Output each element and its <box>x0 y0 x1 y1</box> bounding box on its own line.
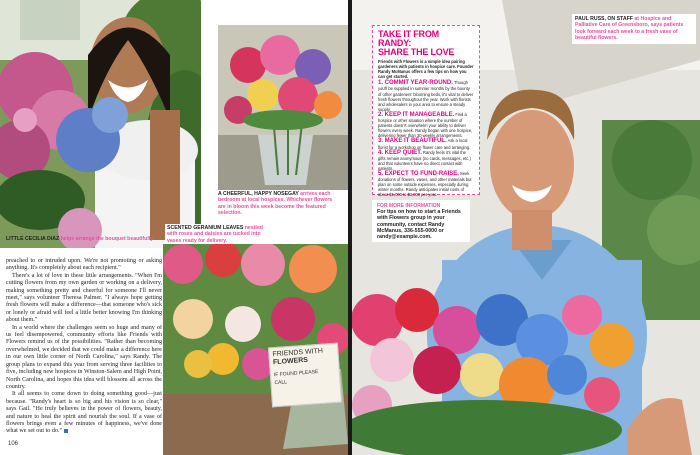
tip-title: 5. EXPECT TO FUND-RAISE. <box>378 170 459 177</box>
nosegay-photo <box>205 0 348 222</box>
girl-caption-name: LITTLE CECILIA DIAZ <box>6 236 60 242</box>
tip-text: Though you'll be supplied in summer months by the bounty of other gardeners' blooming beds, it's vital to deliver fresh flowers throughout the year. Work with florists and wholesalers in your area to ensure a steady supply. <box>378 80 474 112</box>
tip-title: 2. KEEP IT MANAGEABLE. <box>378 111 455 118</box>
staff-caption <box>572 14 696 44</box>
tip-title: 1. COMMIT YEAR-ROUND. <box>378 80 453 87</box>
tip-text: Find a hospice or other situation where the number of patients doesn't overwhelm your ability to deliver flowers every week. Randy began with one hospice, delivering fewer than 30 weekly arrangements. <box>378 111 473 139</box>
tip-title: 4. KEEP QUIET. <box>378 149 422 156</box>
staff-caption-name: PAUL RUSS, ON STAFF <box>575 16 633 22</box>
article-paragraph: In a world where the challenges seem so huge and many of us feel disempowered, community efforts like Friends with Flowers remind us of the possibilities. "Rather than becoming overwhelmed, we decided that we could make a difference here in our own little corner of North Carolina," says Randy. The group plans to expand this year from serving three facilities to five, including new hospices in Winston-Salem and High Point, North Carolina, and hopes this idea will blossom all across the country. <box>6 324 162 390</box>
page-number: 106 <box>8 441 19 447</box>
tip-item <box>378 80 474 112</box>
left-page <box>0 0 348 455</box>
nosegay-caption-name: A CHEERFUL, HAPPY NOSEGAY <box>218 191 299 197</box>
tip-item <box>378 150 474 171</box>
card-line1: FRIENDS WITH <box>272 347 324 359</box>
nosegay-caption <box>218 191 338 217</box>
tip-text: Seek donations of flowers, vases, and other materials but plan on some outside expenses, especially during winter months. Randy anticipates initial costs of about $1,000 to $2,000 per year. <box>378 170 472 198</box>
right-page <box>352 0 700 455</box>
more-info-title: FOR MORE INFORMATION <box>377 203 441 209</box>
end-mark-icon <box>64 429 68 433</box>
tip-text: Randy feels it's vital the gifts remain anonymous (no cards, messages, etc.) and that volunteers have no direct contact with patients. <box>378 149 471 171</box>
geranium-caption <box>165 224 265 245</box>
card-line2: FLOWERS <box>272 356 309 367</box>
card-line3: IF FOUND PLEASE <box>273 369 319 379</box>
tip-title: 3. MAKE IT BEAUTIFUL. <box>378 138 447 145</box>
friends-with-flowers-card <box>268 343 342 408</box>
geranium-caption-name: SCENTED GERANIUM LEAVES <box>167 225 244 231</box>
girl-caption <box>6 236 156 242</box>
tip-item <box>378 112 474 138</box>
article-paragraph: There's a lot of love in these little arrangements. "When I'm cutting flowers from my own garden or working on a delivery, making something pretty and cheerful for someone I'll never meet," says volunteer Theresa Palmer. "I always hope getting fresh flowers will make a difference—that someone who's sick or lonely or afraid will feel a little better knowing I'm thinking about them." <box>6 272 162 324</box>
more-info-box <box>372 200 470 242</box>
tips-title-line1: TAKE IT FROM RANDY: <box>378 29 439 48</box>
tip-item <box>378 138 474 149</box>
geranium-caption-text: nestled with roses and daisies are tucked into vases ready for delivery. <box>167 225 263 244</box>
article-paragraph: preached to or intruded upon. We're not promoting or asking anything. It's completely about each recipient." <box>6 258 162 272</box>
article-paragraph-text: It all seems to come down to doing something good—just because. "Randy's heart is so big and his vision is so clear," says Gail. "He truly believes in the power of flowers, beauty, and nature to heal the spirit and nourish the soul. If a vase of flowers brings even a few minutes of happiness, we've done what we set out to do." <box>6 391 162 435</box>
staff-caption-text: at Hospice and Palliative Care of Greensboro, says patients look forward each week to a fresh vase of beautiful flowers. <box>575 16 684 42</box>
article-body <box>6 258 162 436</box>
tips-sidebar <box>372 25 480 198</box>
girl-photo <box>0 0 201 248</box>
card-line4: CALL <box>274 379 288 387</box>
girl-caption-text: helps arrange the bouquet beautifully. <box>60 236 155 242</box>
tips-intro: Friends with Flowers is a simple idea pairing gardeners with patients in hospice care. Founder Randy McManus offers a few tips on how you can get started. <box>378 59 474 80</box>
tips-title-line2: SHARE THE LOVE <box>378 47 455 57</box>
tip-text: Ask a local florist for a workshop on flower care and arranging. <box>378 138 471 150</box>
article-paragraph <box>6 391 162 435</box>
nosegay-caption-text: arrives each bedroom at local hospices. Whichever flowers are in bloom this week become the featured selection. <box>218 191 333 217</box>
tip-item <box>378 171 474 197</box>
more-info-text: For tips on how to start a Friends with Flowers group in your community, contact Randy McManus, 336-555-0000 or randy@example.com. <box>377 209 461 241</box>
